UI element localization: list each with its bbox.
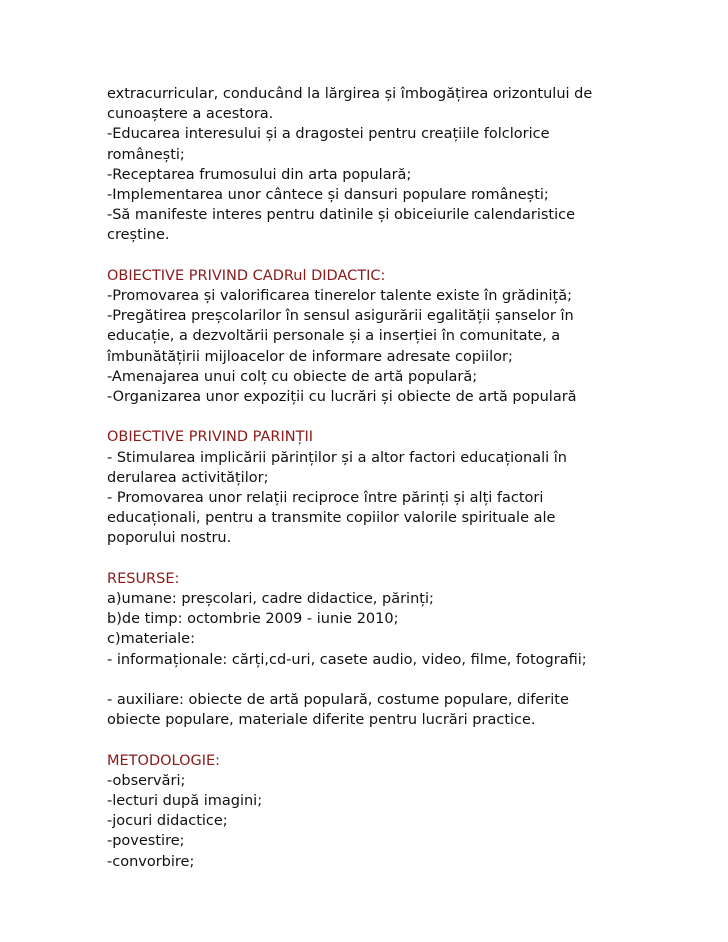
text-line: -Să manifeste interes pentru datinile și obiceiurile calendaristice	[107, 207, 576, 224]
text-line: -jocuri didactice;	[107, 813, 228, 830]
text-line: -observări;	[107, 772, 186, 789]
text-line: îmbunătățirii mijloacelor de informare adresate copiilor;	[107, 348, 513, 365]
section-heading: OBIECTIVE PRIVIND PARINȚII	[107, 429, 314, 446]
section-heading: RESURSE:	[107, 570, 180, 587]
text-line: creștine.	[107, 227, 170, 244]
cadru-didactic-section	[107, 266, 627, 407]
text-line: românești;	[107, 146, 185, 163]
text-line: -Receptarea frumosului din arta populară;	[107, 166, 412, 183]
text-line: educație, a dezvoltării personale și a inserției în comunitate, a	[107, 328, 561, 345]
text-line: -Amenajarea unui colț cu obiecte de artă populară;	[107, 368, 478, 385]
text-line: -Organizarea unor expoziții cu lucrări și obiecte de artă populară	[107, 389, 577, 406]
text-line: -lecturi după imagini;	[107, 793, 263, 810]
text-line: -Implementarea unor cântece și dansuri populare românești;	[107, 187, 549, 204]
text-line: a)umane: preșcolari, cadre didactice, părinți;	[107, 591, 434, 608]
text-line: - informaționale: cărți,cd-uri, casete audio, video, filme, fotografii;	[107, 651, 587, 668]
text-line: extracurricular, conducând la lărgirea și îmbogățirea orizontului de	[107, 86, 593, 102]
text-line: educaționali, pentru a transmite copiilor valorile spirituale ale	[107, 510, 556, 527]
section-heading: METODOLOGIE:	[107, 752, 221, 769]
text-line: - Promovarea unor relații reciproce între părinți și alți factori	[107, 490, 544, 507]
text-line: - Stimularea implicării părinților și a altor factori educaționali în	[107, 449, 567, 466]
parinti-section	[107, 427, 627, 548]
text-line: -Pregătirea preșcolarilor în sensul asigurării egalității șanselor în	[107, 308, 574, 325]
text-line: cunoaștere a acestora.	[107, 106, 274, 123]
blank-line	[107, 670, 627, 690]
text-line: -povestire;	[107, 833, 185, 850]
metodologie-section	[107, 751, 627, 872]
text-line: obiecte populare, materiale diferite pentru lucrări practice.	[107, 712, 536, 729]
text-line: derularea activităților;	[107, 469, 269, 486]
text-line: c)materiale:	[107, 631, 195, 648]
text-line: b)de timp: octombrie 2009 - iunie 2010;	[107, 611, 399, 628]
section-heading: OBIECTIVE PRIVIND CADRul DIDACTIC:	[107, 267, 386, 284]
text-line: -Educarea interesului și a dragostei pentru creațiile folclorice	[107, 126, 550, 143]
text-line: -Promovarea și valorificarea tinerelor talente existe în grădiniță;	[107, 288, 572, 305]
intro-section	[107, 84, 627, 246]
text-line: poporului nostru.	[107, 530, 232, 547]
document-page	[107, 84, 627, 892]
resurse-section	[107, 569, 627, 731]
text-line: - auxiliare: obiecte de artă populară, costume populare, diferite	[107, 692, 569, 709]
text-line: -convorbire;	[107, 853, 195, 870]
